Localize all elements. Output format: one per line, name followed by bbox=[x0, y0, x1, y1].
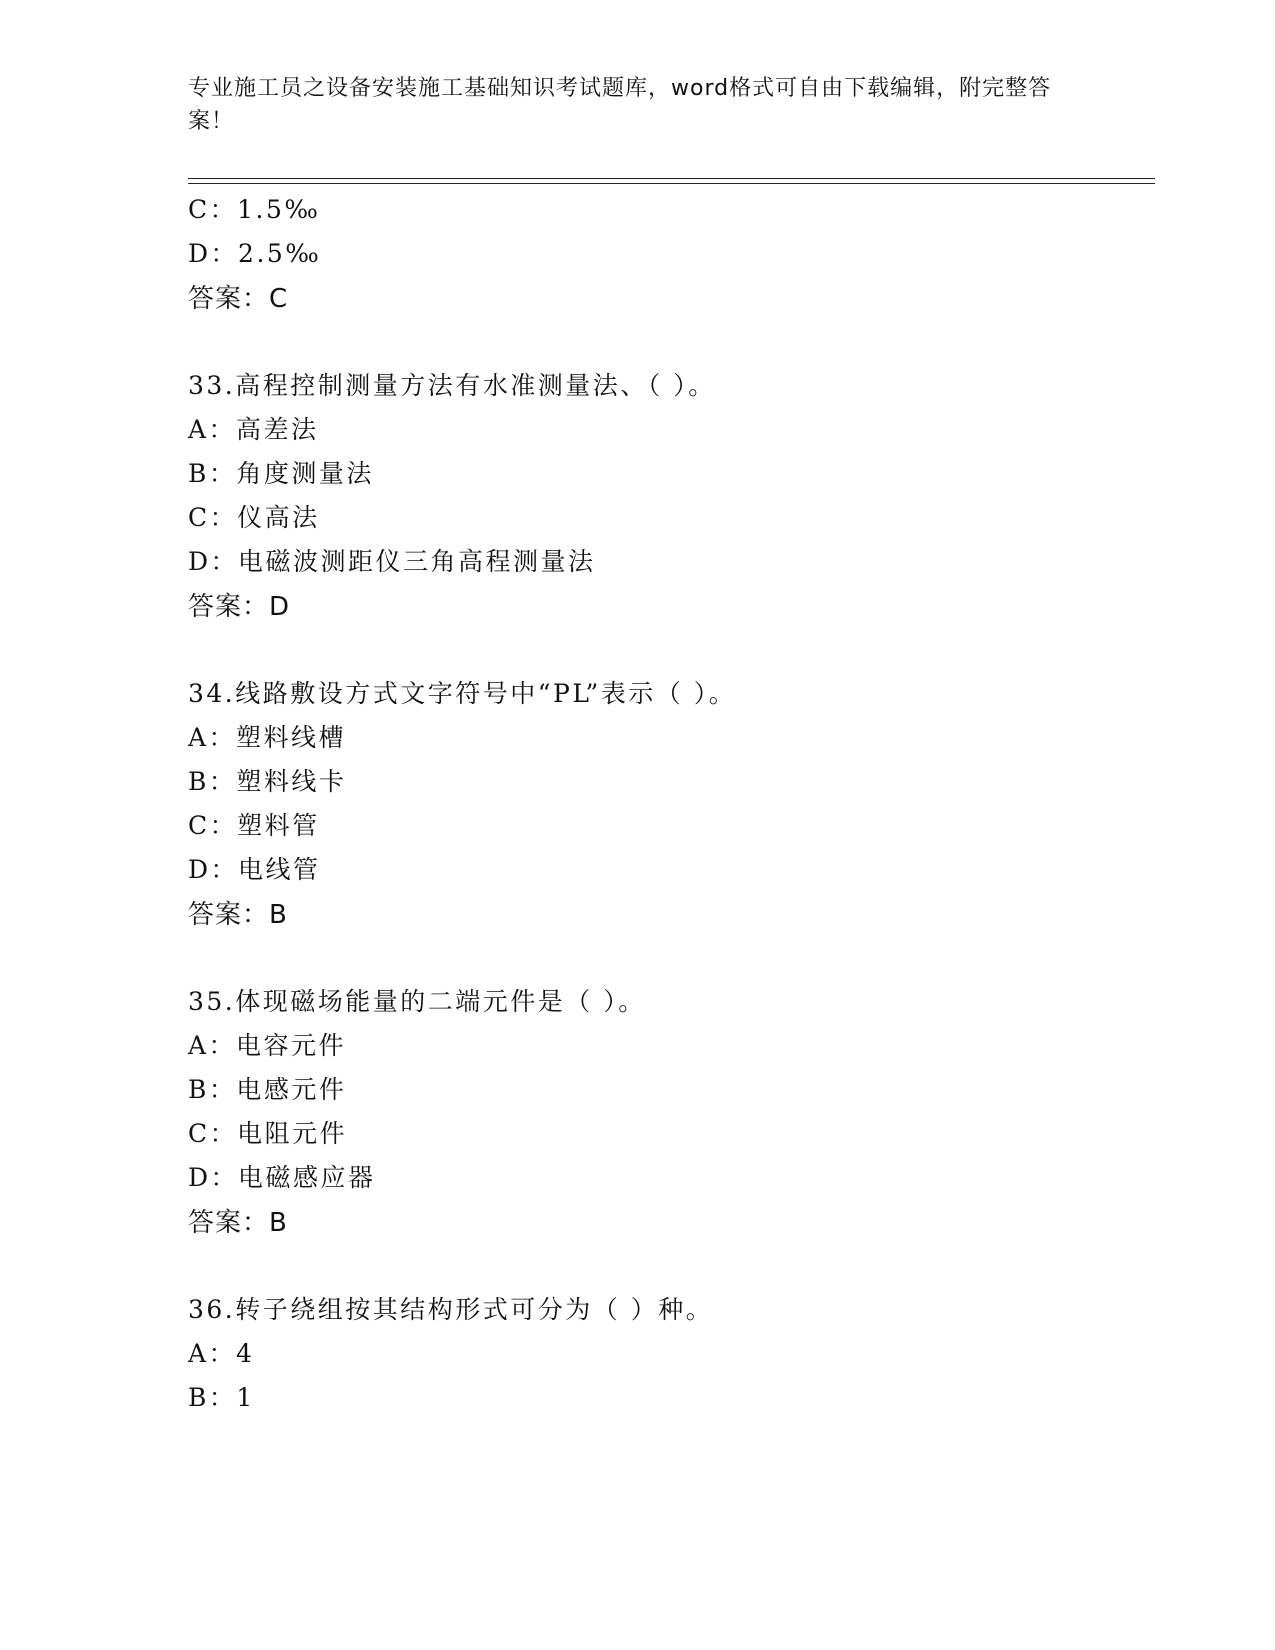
option-d: D：电磁波测距仪三角高程测量法 bbox=[188, 547, 596, 576]
option-b: B：1 bbox=[188, 1383, 255, 1412]
option-a: A：电容元件 bbox=[188, 1031, 347, 1060]
option-c: C：电阻元件 bbox=[188, 1119, 348, 1148]
question-stem: 36.转子绕组按其结构形式可分为（ ）种。 bbox=[188, 1295, 714, 1324]
option-d: D：2.5‰ bbox=[188, 239, 322, 268]
option-c: C：1.5‰ bbox=[188, 195, 321, 224]
header-divider-top bbox=[188, 178, 1155, 179]
option-a: A：4 bbox=[188, 1339, 255, 1368]
option-a: A：高差法 bbox=[188, 415, 319, 444]
option-c: C：塑料管 bbox=[188, 811, 320, 840]
document-header: 专业施工员之设备安装施工基础知识考试题库，word格式可自由下载编辑，附完整答案！ bbox=[188, 76, 1052, 134]
option-d: D：电线管 bbox=[188, 855, 321, 884]
option-d: D：电磁感应器 bbox=[188, 1163, 376, 1192]
option-b: B：角度测量法 bbox=[188, 459, 374, 488]
answer: 答案：B bbox=[188, 1208, 288, 1238]
option-b: B：电感元件 bbox=[188, 1075, 347, 1104]
question-stem: 33.高程控制测量方法有水准测量法、（ ）。 bbox=[188, 371, 716, 400]
answer: 答案：C bbox=[188, 284, 289, 314]
option-c: C：仪高法 bbox=[188, 503, 320, 532]
answer: 答案：D bbox=[188, 592, 291, 622]
question-stem: 34.线路敷设方式文字符号中“PL”表示（ ）。 bbox=[188, 679, 737, 708]
answer: 答案：B bbox=[188, 900, 288, 930]
option-b: B：塑料线卡 bbox=[188, 767, 347, 796]
question-stem: 35.体现磁场能量的二端元件是（ ）。 bbox=[188, 987, 646, 1016]
header-divider-bottom bbox=[188, 183, 1155, 184]
option-a: A：塑料线槽 bbox=[188, 723, 347, 752]
